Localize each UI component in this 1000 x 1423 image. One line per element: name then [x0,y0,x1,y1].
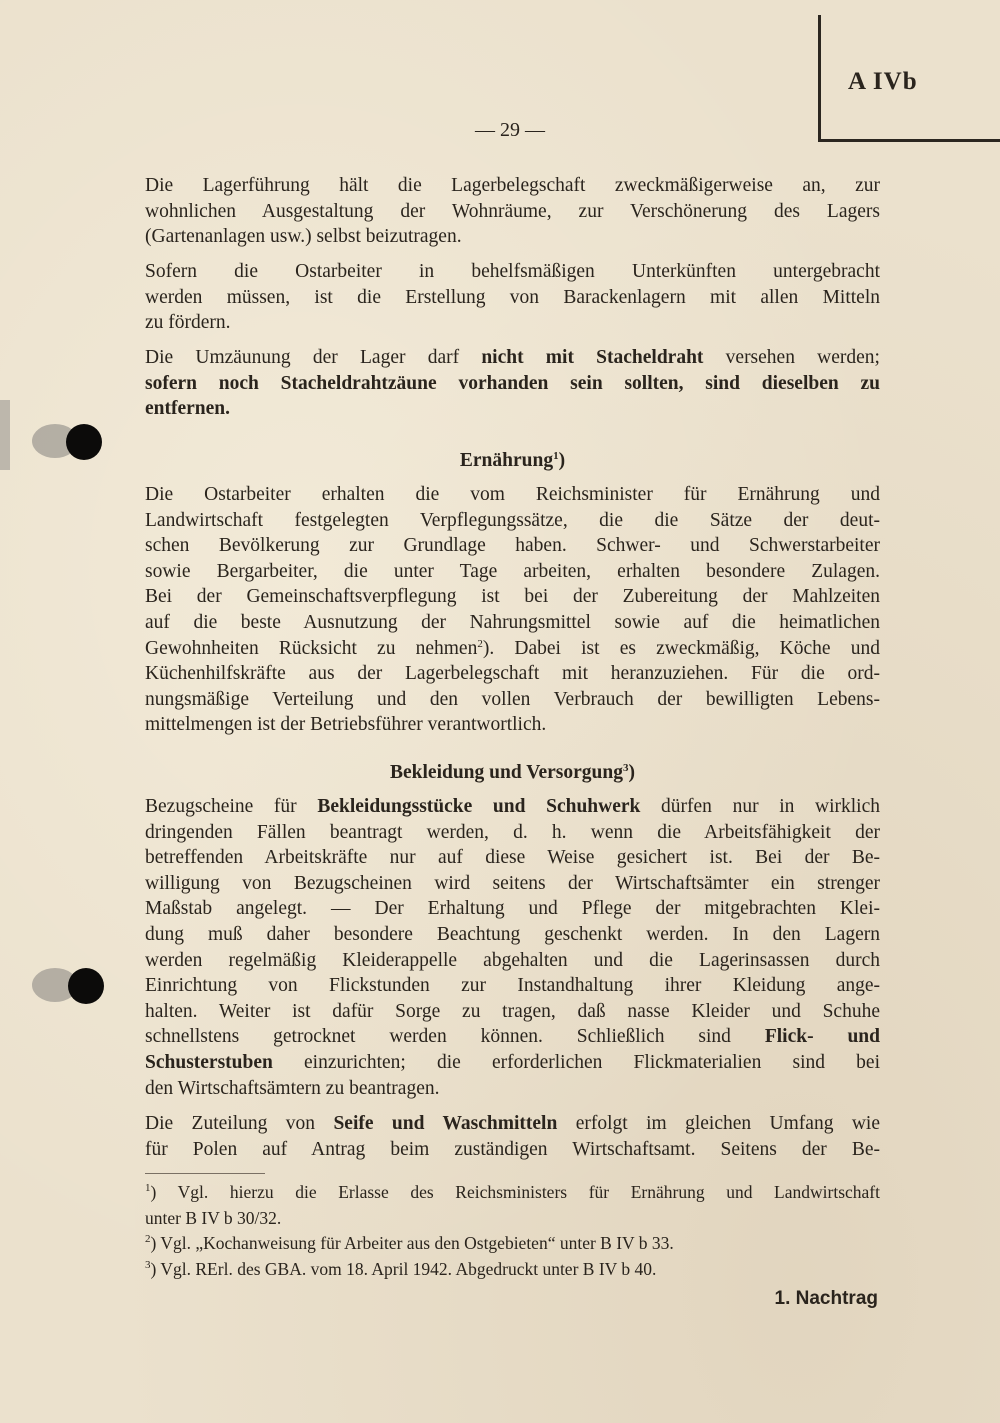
text-line [145,199,880,225]
bold-text: nicht mit Stacheldraht [481,347,704,368]
text-segment: werden müssen, ist die Erstellung von Barackenlagern mit allen Mitteln [145,286,880,308]
paragraph-bekleidung [145,794,880,1101]
text-segment: Die Zuteilung von [145,1113,334,1134]
text-segment: werden regelmäßig Kleiderappelle abgehalten und die Lagerinsassen durch [145,949,880,971]
footnote-line [145,1207,880,1233]
text-line [145,871,880,897]
text-line [145,948,880,974]
text-line [145,259,880,285]
text-segment: Die Ostarbeiter erhalten die vom Reichsminister für Ernährung und [145,484,880,505]
text-segment: dung muß daher besondere Beachtung geschenkt werden. In den Lagern [145,923,880,945]
text-line [145,845,880,871]
text-line [145,345,880,371]
footnote-marker: 3 [145,1258,151,1271]
text-line [145,584,880,610]
text-line [145,687,880,713]
footnote-marker: 1 [145,1182,151,1194]
text-line [145,559,880,585]
text-segment: ) Vgl. „Kochanweisung für Arbeiter aus den Ostgebieten“ unter B IV b 33. [150,1233,674,1254]
footnote-marker: 2 [477,637,483,650]
bold-text: Schusterstuben [145,1051,273,1073]
punch-hole-bottom [68,968,104,1004]
text-line [145,896,880,922]
text-line [145,224,880,250]
text-segment: dürfen nur in wirklich [640,796,881,817]
text-segment: Maßstab angelegt. — Der Erhaltung und Pflege der mitgebrachten Klei- [145,898,880,920]
footnote-marker: 2 [145,1233,151,1246]
text-segment: dringenden Fällen beantragt werden, d. h. wenn die Arbeitsfähigkeit der [145,821,880,843]
text-segment: Die Lagerführung hält die Lagerbelegschaft zweckmäßigerweise an, zur [145,175,880,196]
text-segment: auf die beste Ausnutzung der Nahrungsmittel sowie auf die heimatlichen [145,611,880,633]
paragraph-umzaeunung [145,345,880,422]
text-line [145,973,880,999]
text-line [145,1137,880,1163]
text-line [145,636,880,662]
text-line [145,482,880,508]
text-segment: betreffenden Arbeitskräfte nur auf diese Weise gesichert ist. Bei der Be- [145,847,880,869]
text-segment: halten. Weiter ist dafür Sorge zu tragen, daß nasse Kleider und Schuhe [145,1000,880,1022]
bold-text: sofern noch Stacheldrahtzäune vorhanden sein sollten, sind dieselben zu [145,372,880,394]
text-line [145,922,880,948]
text-segment: den Wirtschaftsämtern zu beantragen. [145,1077,440,1099]
text-segment: willigung von Bezugscheinen wird seitens der Wirtschaftsämter ein strenger [145,872,880,894]
text-segment: nungsmäßige Verteilung und den vollen Verbrauch der bewilligten Lebens- [145,688,880,710]
heading-bekleidung: Bekleidung und Versorgung$^3$) [389,762,635,783]
text-segment: Sofern die Ostarbeiter in behelfsmäßigen Unterkünften untergebracht [145,261,880,282]
tab-frame-vertical [818,15,821,142]
text-segment: Die Umzäunung der Lager darf [145,347,482,368]
footnote-line [145,1258,880,1284]
text-segment: Gewohnheiten Rücksicht zu nehmen [145,637,478,659]
text-line [145,661,880,687]
text-line [145,610,880,636]
text-line [145,371,880,397]
text-line [145,1076,880,1102]
text-line [145,310,880,336]
text-line [145,1050,880,1076]
text-line [145,1024,880,1050]
supplement-label: 1. Nachtrag [774,1288,878,1309]
bold-text: Flick- und [764,1026,881,1048]
text-segment: schnellstens getrocknet werden können. Schließlich sind [145,1026,765,1048]
text-line [145,820,880,846]
text-line [145,508,880,534]
text-line [145,173,880,199]
paper-edge-tear [0,400,10,470]
punch-hole-top [66,424,102,460]
text-segment: wohnlichen Ausgestaltung der Wohnräume, zur Verschönerung des Lagers [145,200,880,222]
footnote-line [145,1232,880,1258]
footnote-line [145,1181,880,1207]
text-line [145,1111,880,1137]
text-segment: Landwirtschaft festgelegten Verpflegungssätze, die die Sätze der deut- [145,509,880,531]
text-segment: schen Bevölkerung zur Grundlage haben. Schwer- und Schwerstarbeiter [145,535,880,557]
text-segment: (Gartenanlagen usw.) selbst beizutragen. [145,226,462,248]
text-segment: ) Vgl. RErl. des GBA. vom 18. April 1942. Abgedruckt unter B IV b 40. [150,1258,657,1279]
bold-text: Bekleidungsstücke und Schuhwerk [317,796,641,817]
text-line [145,285,880,311]
text-segment: Küchenhilfskräfte aus der Lagerbelegschaft mit heranzuziehen. Für die ord- [145,663,880,685]
text-segment: für Polen auf Antrag beim zuständigen Wirtschaftsamt. Seitens der Be- [145,1138,880,1160]
paragraph-lagerfuehrung [145,173,880,250]
text-segment: mittelmengen ist der Betriebsführer verantwortlich. [145,714,547,736]
page-number: — 29 — [475,119,545,141]
text-segment: unter B IV b 30/32. [145,1207,282,1228]
text-segment: ). Dabei ist es zweckmäßig, Köche und [482,637,880,659]
text-line [145,396,880,422]
text-line [145,712,880,738]
text-segment: versehen werden; [703,347,880,368]
text-segment: ) Vgl. hierzu die Erlasse des Reichsministers für Ernährung und Landwirtschaft [150,1182,880,1202]
heading-ernaehrung: Ernährung$^1$) [459,450,566,471]
tab-frame-horizontal [818,139,1000,142]
section-tab-label: A IVb [848,68,918,95]
text-line [145,794,880,820]
paragraph-barackenlager [145,259,880,336]
text-segment: Einrichtung von Flickstunden zur Instandhaltung ihrer Kleidung ange- [145,975,880,997]
text-line [145,999,880,1025]
text-segment: sowie Bergarbeiter, die unter Tage arbeiten, erhalten besondere Zulagen. [145,560,880,582]
text-segment: erfolgt im gleichen Umfang wie [557,1113,881,1134]
footnote-rule [145,1173,265,1174]
text-segment: Bei der Gemeinschaftsverpflegung ist bei der Zubereitung der Mahlzeiten [145,586,880,608]
text-segment: einzurichten; die erforderlichen Flickmaterialien sind bei [272,1051,880,1073]
text-segment: zu fördern. [145,312,231,334]
text-line [145,533,880,559]
bold-text: Seife und Waschmitteln [333,1113,558,1134]
paragraph-ernaehrung [145,482,880,738]
paragraph-seife [145,1111,880,1162]
text-segment: Bezugscheine für [145,796,318,817]
bold-text: entfernen. [145,398,231,420]
footnotes [145,1181,880,1283]
